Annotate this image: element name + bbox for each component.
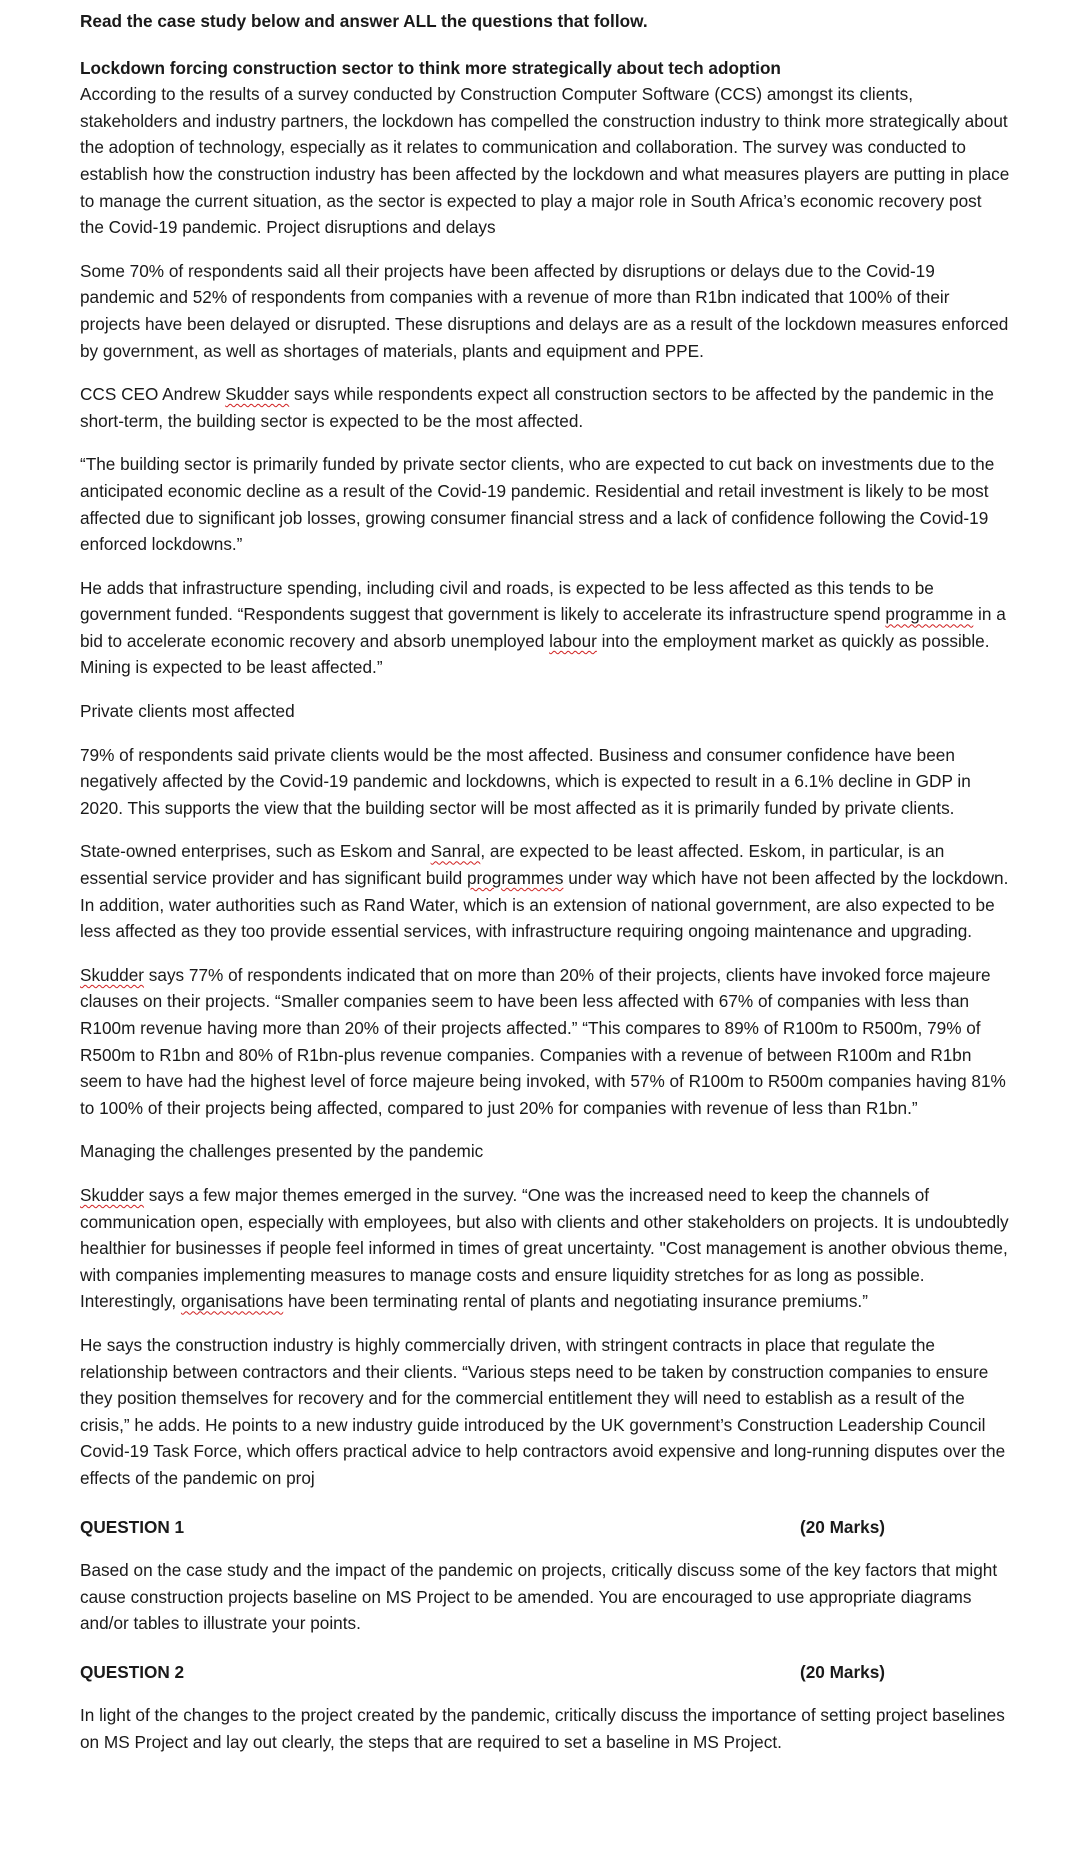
paragraph-2-text: Some 70% of respondents said all their projects have been affected by disruptions or delays due to the Covid-19 pandemic and 52% of respondents from companies with a revenue of more than R1bn indicated that 100% of their projects have been delayed or disrupted. These disruptions and delays are as a result of the lockdown measures enforced by government, as well as shortages of materials, plants and equipment and PPE. [80,260,1009,361]
spellcheck-word-programmes: programmes [466,868,564,889]
question-1-label: QUESTION 1 [80,1516,185,1537]
spellcheck-word-organisations: organisations [180,1291,284,1312]
question-2-marks: (20 Marks) [800,1661,886,1682]
paragraph-9-text-c: have been terminating rental of plants and negotiating insurance premiums.” [283,1291,868,1312]
question-1-header [80,1514,1010,1541]
paragraph-3 [80,381,1010,434]
paragraph-7-text-a: State-owned enterprises, such as Eskom and [80,841,431,862]
spellcheck-word-programme: programme [885,604,974,625]
paragraph-4-text: “The building sector is primarily funded by private sector clients, who are expected to cut back on investments due to the anticipated economic decline as a result of the Covid-19 pandemic. Residential and retail investment is likely to be most affected due to significant job losses, growing consumer financial stress and a lack of confidence following the Covid-19 enforced lockdowns.” [80,454,995,555]
paragraph-1 [80,81,1010,241]
article-title: Lockdown forcing construction sector to think more strategically about tech adoption [80,57,781,78]
spellcheck-word-sanral: Sanral [430,841,481,862]
paragraph-1-text: According to the results of a survey conducted by Construction Computer Software (CCS) amongst its clients, stakeholders and industry partners, the lockdown has compelled the construction industry to think more strategically about the adoption of technology, especially as it relates to communication and collaboration. The survey was conducted to establish how the construction industry has been affected by the lockdown and what measures players are putting in place to manage the current situation, as the sector is expected to play a major role in South Africa’s economic recovery post the Covid-19 pandemic. Project disruptions and delays [80,84,1010,238]
spellcheck-word-skudder: Skudder [80,1184,145,1205]
paragraph-9 [80,1182,1010,1315]
instruction-text: Read the case study below and answer ALL the questions that follow. [80,11,648,31]
question-1-text: Based on the case study and the impact of the pandemic on projects, critically discuss some of the key factors that might cause construction projects baseline on MS Project to be amended. You are encouraged to use appropriate diagrams and/or tables to illustrate your points. [80,1560,998,1634]
spellcheck-word-skudder: Skudder [80,964,145,985]
paragraph-5-text-c: into the employment market as quickly as possible. Mining is expected to be least affected.” [80,630,990,678]
paragraph-5-text-b: in a bid to accelerate economic recovery and absorb unemployed [80,604,1006,651]
paragraph-3-text-a: CCS CEO Andrew [80,384,226,405]
subheading-managing-challenges: Managing the challenges presented by the pandemic [80,1141,484,1162]
paragraph-10-text: He says the construction industry is highly commercially driven, with stringent contracts in place that regulate the relationship between contractors and their clients. “Various steps need to be taken by construction companies to ensure they position themselves for recovery and for the commercial entitlement they will need to establish as a result of the crisis,” he adds. He points to a new industry guide introduced by the UK government’s Construction Leadership Council Covid-19 Task Force, which offers practical advice to help contractors avoid expensive and long-running disputes over the effects of the pandemic on proj [80,1334,1006,1488]
question-2-header [80,1659,1010,1686]
question-2-text: In light of the changes to the project created by the pandemic, critically discuss the importance of setting project baselines on MS Project and lay out clearly, the steps that are required to set a baseline in MS Project. [80,1705,1005,1753]
paragraph-7 [80,838,1010,944]
subheading-private-clients: Private clients most affected [80,701,295,722]
paragraph-6 [80,742,1010,822]
spellcheck-word-skudder: Skudder [225,384,290,405]
paragraph-10 [80,1332,1010,1492]
paragraph-5-text-a: He adds that infrastructure spending, including civil and roads, is expected to be less affected as this tends to be government funded. “Respondents suggest that government is likely to accelerate its infrastructure spend [80,577,934,625]
paragraph-2 [80,258,1010,364]
paragraph-8-text: says 77% of respondents indicated that on more than 20% of their projects, clients have invoked force majeure clauses on their projects. “Smaller companies seem to have been less affected with 67% of companies with less than R100m revenue having more than 20% of their projects affected.” “This compares to 89% of R100m to R500m, 79% of R500m to R1bn and 80% of R1bn-plus revenue companies. Companies with a revenue of between R100m and R1bn seem to have had the highest level of force majeure being invoked, with 57% of R100m to R500m companies having 81% to 100% of their projects being affected, compared to just 20% for companies with revenue of less than R1bn.” [80,964,1006,1118]
paragraph-5 [80,575,1010,681]
document-page [80,8,1010,1773]
paragraph-3-text-b: says while respondents expect all construction sectors to be affected by the pandemic in the short-term, the building sector is expected to be the most affected. [80,384,994,431]
question-1-marks: (20 Marks) [800,1516,886,1537]
spellcheck-word-labour: labour [549,630,597,651]
paragraph-8 [80,962,1010,1122]
question-2-label: QUESTION 2 [80,1661,185,1682]
paragraph-6-text: 79% of respondents said private clients would be the most affected. Business and consumer confidence have been negatively affected by the Covid-19 pandemic and lockdowns, which is expected to result in a 6.1% decline in GDP in 2020. This supports the view that the building sector will be most affected as it is primarily funded by private clients. [80,744,971,818]
paragraph-9-text-b: says a few major themes emerged in the survey. “One was the increased need to keep the channels of communication open, especially with employees, but also with clients and other stakeholders on projects. It is undoubtedly healthier for businesses if people feel informed in times of great uncertainty. "Cost management is another obvious theme, with companies implementing measures to manage costs and ensure liquidity stretches for as long as possible. Interestingly, [80,1184,1009,1312]
paragraph-4 [80,451,1010,557]
paragraph-7-text-c: under way which have not been affected by the lockdown. In addition, water authorities such as Rand Water, which is an extension of national government, are also expected to be less affected as they too provide essential services, with infrastructure requiring ongoing maintenance and upgrading. [80,868,1009,942]
paragraph-7-text-b: , are expected to be least affected. Eskom, in particular, is an essential service provider and has significant build [80,841,945,889]
